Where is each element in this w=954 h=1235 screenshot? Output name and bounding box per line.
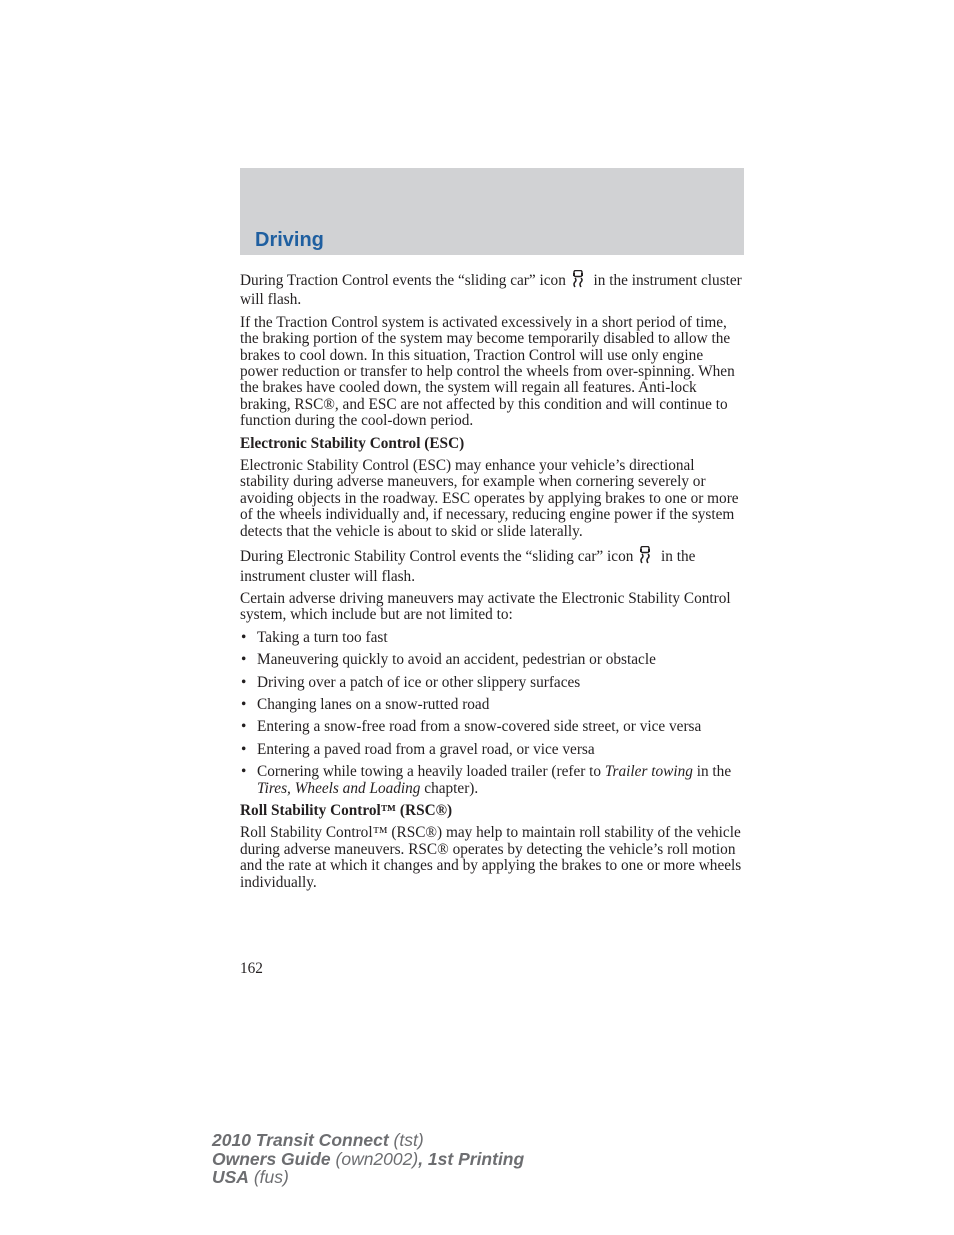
sliding-car-icon [639, 546, 651, 568]
list-item: • Maneuvering quickly to avoid an accident, pedestrian or obstacle [240, 652, 745, 668]
list-item [240, 764, 745, 797]
section-header-band [240, 168, 744, 255]
bullet-text: in the [692, 763, 732, 781]
footer-line-3 [212, 1168, 524, 1187]
footer-line-2 [212, 1150, 524, 1169]
bullet-text: chapter). [420, 779, 479, 797]
page-content [240, 270, 745, 897]
footer-market: USA [212, 1167, 249, 1187]
footer-model: 2010 Transit Connect [212, 1130, 389, 1150]
rsc-heading: Roll Stability Control™ (RSC®) [240, 801, 453, 819]
esc-bullet-list [240, 630, 745, 797]
bullet-italic-ref: Tires, Wheels and Loading [257, 779, 421, 797]
tc-p1-before: During Traction Control events the “sliding car” icon [240, 272, 566, 289]
bullet-italic-ref: Trailer towing [604, 763, 693, 781]
tc-paragraph-1 [240, 270, 745, 309]
list-item: • Taking a turn too fast [240, 630, 745, 646]
list-item: • Driving over a patch of ice or other slippery surfaces [240, 675, 745, 691]
rsc-paragraph-1: Roll Stability Control™ (RSC®) may help to maintain roll stability of the vehicle during adverse maneuvers. RSC® operates by detecting the vehicle’s roll motion and the rate at which it changes and by applying the brakes to one or more wheels individually. [240, 824, 742, 891]
list-item: • Entering a paved road from a gravel road, or vice versa [240, 742, 745, 758]
footer-guide-code: (own2002) [330, 1148, 419, 1169]
esc-paragraph-2 [240, 546, 745, 585]
footer-printing: , 1st Printing [418, 1148, 525, 1169]
bullet-text: Cornering while towing a heavily loaded trailer (refer to [257, 763, 605, 781]
esc-heading: Electronic Stability Control (ESC) [240, 434, 465, 452]
document-footer [212, 1131, 524, 1187]
list-item: • Changing lanes on a snow-rutted road [240, 697, 745, 713]
sliding-car-icon [572, 270, 584, 292]
page-number: 162 [240, 960, 263, 977]
tc-p1-after: in the instrument cluster will flash. [240, 272, 742, 309]
footer-market-code: (fus) [248, 1167, 289, 1187]
section-title: Driving [255, 229, 324, 251]
footer-model-code: (tst) [388, 1130, 424, 1150]
tc-paragraph-2: If the Traction Control system is activated excessively in a short period of time, the braking portion of the system may become temporarily disabled to allow the brakes to cool down. In this situation, Traction Control will use only engine power reduction or transfer to help control the wheels from over-spinning. When the brakes have cooled down, the system will regain all features. Anti-lock braking, RSC®, and ESC are not affected by this condition and will continue to function during the cool-down period. [240, 313, 735, 430]
footer-guide: Owners Guide [212, 1148, 331, 1169]
footer-line-1 [212, 1131, 524, 1150]
esc-p2-after: in the instrument cluster will flash. [240, 548, 696, 585]
esc-paragraph-3: Certain adverse driving maneuvers may activate the Electronic Stability Control system, which include but are not limited to: [240, 589, 731, 624]
esc-p2-before: During Electronic Stability Control events the “sliding car” icon [240, 548, 634, 566]
list-item: • Entering a snow-free road from a snow-covered side street, or vice versa [240, 719, 745, 735]
esc-paragraph-1: Electronic Stability Control (ESC) may enhance your vehicle’s directional stability during adverse maneuvers, for example when cornering severely or avoiding objects in the roadway. ESC operates by applying brakes to one or more of the wheels individually and, if necessary, reducing engine power if the system detects that the vehicle is about to skid or slide laterally. [240, 457, 739, 540]
